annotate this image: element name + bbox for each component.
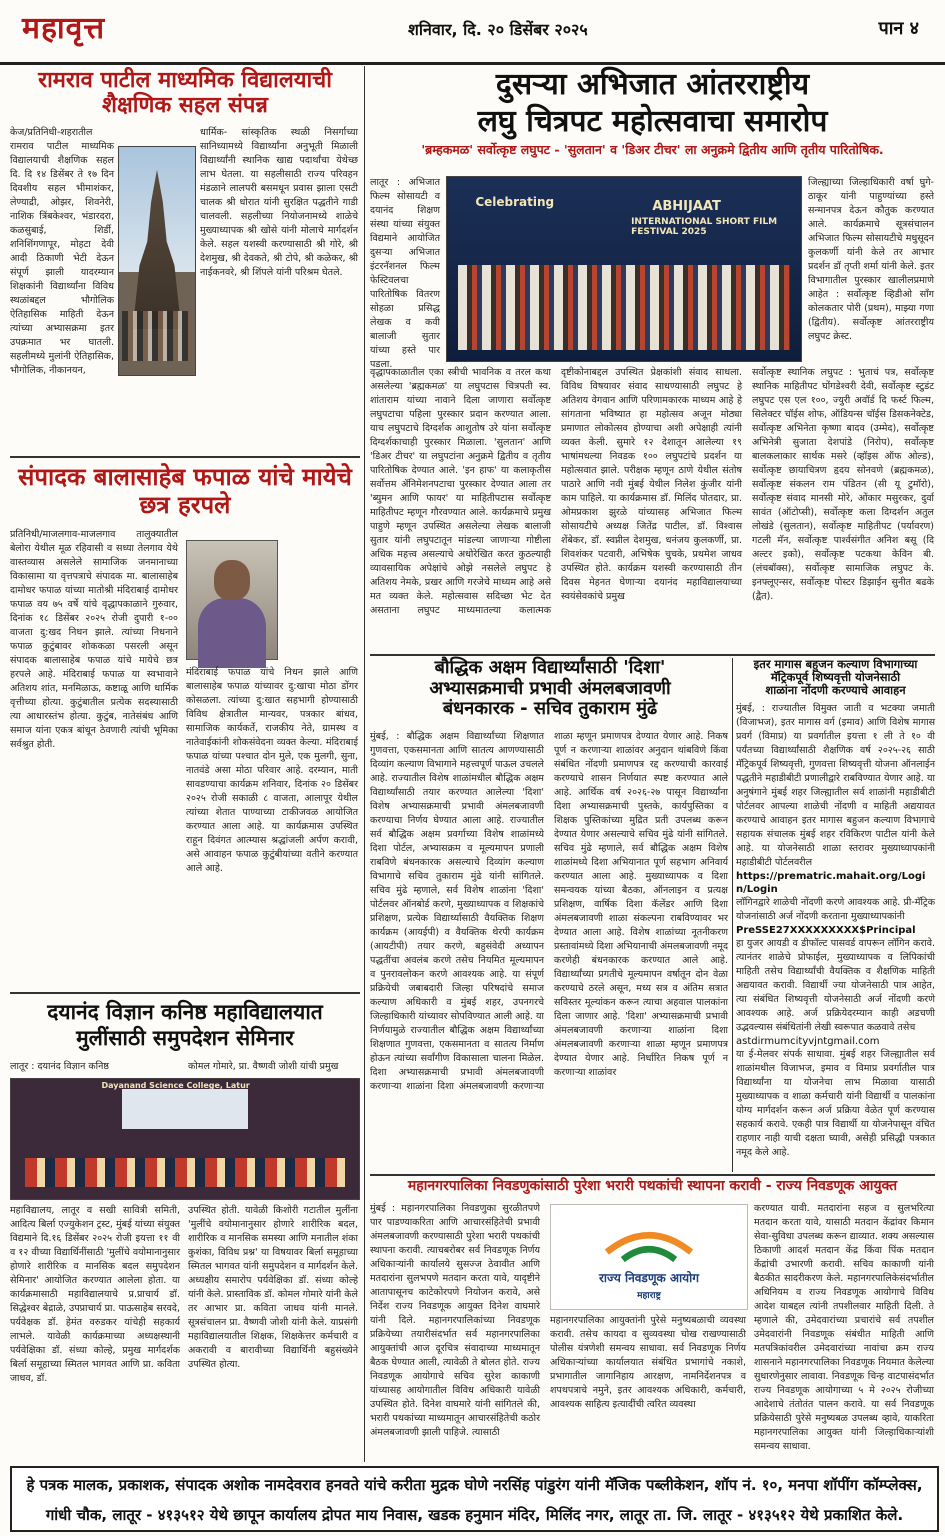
scholarship-body-3: हा युजर आयडी व डीफॉल्ट पासवर्ड वापरून लॉगिन करावे. त्यानंतर शाळेचे प्रोफाईल, मुख्याध्यापक व लिपिकांची माहिती तसेच विद्यार्थ्यांची वैयक्तिक व शैक्षणिक माहिती अद्ययावत करावी. विद्यार्थी ज्या योजनेसाठी पात्र आहेत, त्या संबंधित शिष्यवृत्ती योजनेसाठी अर्ज नोंदणी करणे आवश्यक आहे. अर्ज प्रक्रियेदरम्यान काही अडचणी उद्भवल्यास संबंधितांनी लेखी स्वरूपात कळवावे तसेच [736,937,935,1033]
imprint-footer [10,1466,939,1532]
scholarship-headline-3: शाळांना नोंदणी करण्याचे आवाहन [765,683,906,698]
scholarship-body-2: लॉगिनद्वारे शाळेची नोंदणी करणे आवश्यक आहे. प्री-मॅट्रिक योजनांसाठी अर्ज नोंदणी करताना मुख्याध्यापकांनी [736,896,935,922]
festival-article [370,66,935,652]
election-headline: महानगरपालिका निवडणुकांसाठी पुरेशा भरारी पथकांची स्थापना करावी - राज्य निवडणूक आयुक्त [407,1178,898,1194]
scholarship-body-4: या ई-मेलवर संपर्क साधावा. मुंबई शहर जिल्ह्यातील सर्व शाळांमधील विजाभज, इमाव व विमाप्र प्रवर्गातील पात्र विद्यार्थ्यांना या योजनेचा लाभ मिळावा यासाठी मुख्याध्यापक व शाळा कर्मचारी यांनी विद्यार्थी व पालकांना योग्य मार्गदर्शन करून अर्ज प्रक्रिया वेळेत पूर्ण करण्यास सहकार्य करावे. एकही पात्र विद्यार्थी या योजनेपासून वंचित राहणार नाही याची दक्षता घ्यावी, असेही प्रसिद्धी पत्रकात नमूद केले आहे. [736,1048,935,1158]
seminar-photo [10,1078,360,1200]
disha-headline-2: अभ्यासक्रमाची प्रभावी अंमलबजावणी [429,677,671,699]
scholarship-headline-1: इतर मागास बहुजन कल्याण विभागाच्या [753,657,918,671]
imprint-line-1: हे पत्रक मालक, प्रकाशक, संपादक अशोक नामदेवराव हनवते यांचे करीता मुद्रक घोणे नरसिंह पांडुरंग यांनी मॅजिक पब्लीकेशन, शॉप नं. १०, मनपा शॉपींग कॉम्प्लेक्स, [26,1476,923,1494]
festival-banner-title: ABHIJAAT [652,199,721,215]
seminar-headline-1: दयानंद विज्ञान कनिष्ठ महाविद्यालयात [47,1000,323,1024]
seminar-headline-2: मुलींसाठी समुपदेशन सेमिनार [76,1026,294,1051]
festival-headline-1: दुसऱ्या अभिजात आंतरराष्ट्रीय [495,67,810,102]
school-trip-col1: केज/प्रतिनिधी-शहरातील रामराव पाटील माध्यमिक विद्यालयाची शैक्षणिक सहल दि. दि १४ डिसेंबर ते १७ दिन दिवशीय सहल भीमाशंकर, लेण्याद्री, ओझर, शिवनेरी, नाशिक त्रिंबकेश्वर, भंडारदरा, कळसुबाई, शिर्डी, शनिशिंगणापूर, मोहटा देवी आदी ठिकाणी भेटी देऊन संपूर्ण झाली यादरम्यान शिक्षकांनी विद्यार्थ्यांना विविध स्थळांबद्दल भौगोलिक ऐतिहासिक माहिती देऊन त्यांच्या अभ्यासक्रमा इतर उपक्रमात भर घातली. सहलीमध्ये मुलांनी ऐतिहासिक, भौगोलिक, नीकानयन, [10,127,114,376]
imprint-line-2: गांधी चौक, लातूर - ४१३५१२ येथे छापून कार्यालय द्रोपत माय निवास, खडक हनुमान मंदिर, मिलिंद नगर, लातूर ता. जि. लातूर - ४१३५१२ येथे प्रकाशित केले. [45,1506,904,1524]
tricolor-arc-icon [586,1224,711,1261]
scholarship-body-1: मुंबई, : राज्यातील विमुक्त जाती व भटक्या जमाती (विजाभज), इतर मागास वर्ग (इमाव) आणि विशेष मागास प्रवर्ग (विमाप्र) या प्रवर्गातील इयत्ता १ ली ते १० वी पर्यंतच्या विद्यार्थ्यांसाठी शैक्षणिक वर्ष २०२५-२६ साठी मॅट्रिकपूर्व शिष्यवृत्ती, गुणवत्ता शिष्यवृत्ती योजना ऑनलाईन पद्धतीने महाडीबीटी प्रणालीद्वारे राबविण्यात येणार आहे. या अनुषंगाने मुंबई शहर जिल्ह्यातील सर्व शाळांनी महाडीबीटी पोर्टलवर आपल्या शाळेची नोंदणी व माहिती अद्ययावत करण्याचे आवाहन इतर मागास बहुजन कल्याण विभागाचे सहायक संचालक मुंबई शहर रविकिरण पाटील यांनी केले आहे. या योजनेसाठी शाळा स्तरावर मुख्याध्यापकांनी महाडीबीटी पोर्टलवरील [736,702,935,868]
temple-photo [118,146,196,376]
festival-awards-list: सर्वोत्कृष्ट स्थानिक लघुपट : भुताचं पत्र, सर्वोत्कृष्ट स्थानिक माहितीपट घोंगडेश्वरी देवी, सर्वोत्कृष्ट स्टुडंट लघुपट एस एल १००, ज्युरी अवॉर्ड दि फर्स्ट फिल्म, सिलेक्टर चॉईस शोफ, ऑडियन्स चॉईस डिसकनेक्टेड, सर्वोत्कृष्ट अभिनेता कृष्णा बादव (उम्मेद), सर्वोत्कृष्ट अभिनेत्री सुजाता देशपांडे (निरोप), सर्वोत्कृष्ट बालकलाकार सार्थक मसरे (व्हॉइस ऑफ ओल्ड), सर्वोत्कृष्ट छायाचित्रण हृदय सोनवणे (ब्रह्मकमळ), सर्वोत्कृष्ट संकलन राम पंडितन (सी यू टुमॉरो), सर्वोत्कृष्ट संवाद मानसी मोरे, ओंकार मसुरकर, दुर्वा सावंत (ऑटोप्सी), सर्वोत्कृष्ट कला दिग्दर्शन अतुल लोखंडे (सुलतान), सर्वोत्कृष्ट माहितीपट (पर्यावरण) गटली मॅन, सर्वोत्कृष्ट पार्श्वसंगीत अनिश बसू (दि अल्टर इको), सर्वोत्कृष्ट पटकथा केविन बी. (लंचबॉक्स), सर्वोत्कृष्ट सामाजिक लघुपट के. इनफ्लूएन्सर, सर्वोत्कृष्ट पोस्टर डिझाईन सुनीत बढके (द्वैत). [752,367,934,602]
festival-intro: लातूर : अभिजात फिल्म सोसायटी व दयानंद शिक्षण संस्था यांच्या संयुक्त विद्यमाने आयोजित दुसऱ्या अभिजात इंटरनॅशनल फिल्म फेस्टिवलचा पारितोषिक वितरण सोहळा प्रसिद्ध लेखक व कवी बालाजी सुतार यांच्या हस्ते पार पडला. [370,177,440,370]
festival-body: वृद्धापकाळातील एका स्त्रीची भावनिक व तरल कथा असलेल्या 'ब्रह्मकमळ' या लघुपटास चित्रपती स्व. शांताराम यांच्या नावाने दिला जाणारा सर्वोत्कृष्ट लघुपटाचा पहिला पुरस्कार प्रदान करण्यात आला. याच लघुपटाचे दिग्दर्शक आशुतोष उरे यांना सर्वोत्कृष्ट दिग्दर्शकाचाही पुरस्कार मिळाला. 'सुलतान' आणि 'डिअर टीचर' या लघुपटांना अनुक्रमे द्वितीय व तृतीय पारितोषिक देण्यात आले. 'इन हाफ' या कलाकृतीस सर्वोत्तम ॲनिमेशनपटाचा पुरस्कार देण्यात आला तर 'ब्युमन आणि फायर' या माहितीपटास सर्वोत्कृष्ट माहितीपट म्हणून गौरवण्यात आले. कार्यक्रमाचे प्रमुख पाहुणे म्हणून उपस्थित असलेल्या लेखक बालाजी सुतार यांनी लघुपटातून मांडल्या जाणाऱ्या गोष्टीला अधिक महत्त्व असल्याचे अधोरेखित करत कुठल्याही व्यावसायिक अपेक्षांचे ओझे नसलेले लघुपट हे अतिशय नेमके, प्रखर आणि गरजेचे माध्यम आहे असे मत व्यक्त केले. महोत्सवास सदिच्छा भेट देत असताना लघुपट माध्यमातल्या कलात्मक दृष्टीकोनाबद्दल उपस्थित प्रेक्षकांशी संवाद साधला. विविध विषयावर संवाद साधण्यासाठी लघुपट हे अतिशय वेगवान आणि परिणामकारक माध्यम आहे हे सांगताना भविष्यात हा महोत्सव अजून मोठ्या प्रमाणात लोकोत्सव होण्याचा अशी अपेक्षाही त्यांनी व्यक्त केली. सुमारे १२ देशातून आलेल्या १९ भाषांमधल्या निवडक १०० लघुपटांचे प्रदर्शन या महोत्सवात झाले. परीक्षक म्हणून ठाणे येथील संतोष पाठारे आणि नवी मुंबई येथील निलेश कुंजीर यांनी काम पाहिले. या कार्यक्रमास डॉ. मिलिंद पोतदार, प्रा. ओमप्रकाश झुरळे यांच्यासह अभिजात फिल्म सोसायटीचे अध्यक्ष जितेंद्र पाटील, डॉ. विश्वास शेंबेकर, डॉ. स्वप्नील देशमुख, धनंजय कुलकर्णी, प्रा. शिवशंकर पटवारी, अभिषेक चुचके, प्रथमेश जाधव उपस्थित होते. कार्यक्रम यशस्वी करण्यासाठी तीन दिवस मेहनत घेणाऱ्या दयानंद महाविद्यालयाच्या स्वयंसेवकांचे प्रमुख [370,367,742,616]
school-trip-col2: धार्मिक- सांस्कृतिक स्थळी निसर्गाच्या सानिध्यामध्ये विद्यार्थ्यांना अनुभूती मिळाली विद्यार्थ्यांनी स्थानिक खाद्य पदार्थांचा येथेच्छ लाभ घेतला. या सहलीसाठी राज्य परिवहन मंडळाने लालपरी बसमधून प्रवास झाला एसटी चालक श्री धोरात यांनी सुरक्षित पद्धतीने गाडी चालवली. सहलीच्या नियोजनामध्ये शाळेचे मुख्याध्यापक श्री खोसे यांनी मोलाचे मार्गदर्शन केले. सहल यशस्वी करण्यासाठी श्री गोरे, श्री देशमुख, श्री देवकते, श्री टोपे, श्री कळेकर, श्री नाईकनवरे, श्री शिंपले यांनी परिश्रम घेतले. [200,127,358,278]
newspaper-brand: महावृत्त [22,11,106,46]
festival-banner-celebrating: Celebrating [475,195,555,210]
seminar-byline-left: लातूर : दयानंद विज्ञान कनिष्ठ [10,1061,110,1072]
deceased-portrait-photo [186,540,278,660]
column-rule [732,658,733,1172]
logo-title: राज्य निवडणूक आयोग [598,1271,700,1286]
scholarship-article [736,658,935,1172]
seminar-col2: उपस्थित होती. यावेळी किशोरी गटातील मुलींना 'मुलींचे वयोमानानुसार होणारे शारीरिक बदल, शारीरिक व मानसिक समस्या आणि मनातील शंका कुशंका, विविध प्रश्न' या विषयावर बिर्ला समूहाच्या स्मितल भागवत यांनी समुपदेशन व मार्गदर्शन केले. अध्यक्षीय समारोप पर्यवेक्षिका डॉ. संध्या कोल्हे यांनी केले. प्रास्ताविक डॉ. कोमल गोमारे यांनी केले तर आभार प्रा. कविता जाधव यांनी मानले. सूत्रसंचालन प्रा. वैष्णवी जोशी यांनी केले. याप्रसंगी महाविद्यालयातील शिक्षक, शिक्षकेत्तर कर्मचारी व अकरावी व बारावीच्या विद्यार्थिनी बहुसंख्येने उपस्थित होत्या. [188,1205,358,1370]
festival-subhead: 'ब्रम्हकमळ' सर्वोत्कृष्ट लघुपट - 'सुलतान' व 'डिअर टीचर' ला अनुक्रमे द्वितीय आणि तृतीय पारितोषिक. [421,142,884,157]
masthead [0,0,945,65]
election-article [370,1178,935,1462]
obituary-col2: मंदिराबाई फपाळ यांचे निधन झाले आणि बालासाहेब फपाळ यांच्यावर दु:खाचा मोठा डोंगर कोसळला. त्यांच्या दु:खात सहभागी होण्यासाठी विविध क्षेत्रातील मान्यवर, पत्रकार बांधव, सामाजिक कार्यकर्ते, राजकीय नेते, ग्रामस्थ व नातेवाईकांनी शोकसंवेदना व्यक्त केल्या. मंदिराबाई फपाळ यांच्या पश्चात दोन मुले, एक मुलगी, सुना, नातवंडे असा मोठा परिवार आहे. दरम्यान, माती सावडण्याचा कार्यक्रम शनिवार, दिनांक २० डिसेंबर २०२५ रोजी सकाळी ८ वाजता, आलापूर येथील त्यांच्या शेतात पाण्याच्या टाकीजवळ आयोजित करण्यात आला आहे. या कार्यक्रमास उपस्थित राहून दिवंगत आत्म्यास श्रद्धांजली अर्पण करावी, असे आवाहन फपाळ कुटुंबीयांच्या वतीने करण्यात आले आहे. [186,667,358,874]
divider [370,1174,935,1176]
scholarship-headline-2: मॅट्रिकपूर्व शिष्यवृत्ती योजनेसाठी [770,670,901,685]
festival-right-intro: जिल्ह्याच्या जिल्हाधिकारी वर्षा घुगे-ठाकूर यांनी पाहुण्यांच्या हस्ते सन्मानपत्र देऊन कौतुक करण्यात आले. कार्यक्रमाचे सूत्रसंचालन अभिजात फिल्म सोसायटीचे मधुसूदन कुलकर्णी यांनी केले तर आभार प्रदर्शन डॉ तृप्ती शर्मा यांनी केले. इतर विभागातील पुरस्कार खालीलप्रमाणे आहेत : सर्वोत्कृष्ट व्हिडीओ सॉंग कोलकतार पोरी (प्रथम), माझ्या गणा (द्वितीय). सर्वोत्कृष्ट आंतरराष्ट्रीय लघुपट क्रेस्ट. [808,177,934,342]
school-trip-headline: रामराव पाटील माध्यमिक विद्यालयाची शैक्षणिक सहल संपन्न [38,68,332,119]
seminar-article [10,996,360,1462]
festival-group-photo [446,176,802,362]
festival-headline-2: लघु चित्रपट महोत्सवाचा समारोप [477,103,828,139]
election-col2: महानगरपालिका आयुक्तांनी पुरेसे मनुष्यबळाची व्यवस्था करावी. तसेच कायदा व सुव्यवस्था चोख राखण्यासाठी पोलीस यंत्रणेशी समन्वय साधावा. सर्व निवडणूक निर्णय अधिकाऱ्यांच्या कार्यालयात संबंधित प्रभागांचे नकाशे, प्रभागातील जागानिहाय आरक्षण, नामनिर्देशनपत्र व शपथपत्राचे नमुने, इतर आवश्यक अधिकारी, कर्मचारी, आवश्यक साहित्य इत्यादींची त्वरित व्यवस्था [550,1315,746,1410]
obituary-col1: प्रतिनिधी/माजलगाव-माजलगाव तालुक्यातील बेलोरा येथील मूळ रहिवासी व सध्या तेलगाव येथे वास्तव्यास असलेले सामाजिक जनमानाच्या विकासामा या वृत्तपत्राचे संपादक मा. बालासाहेब दामोधर फपाळ यांच्या मातोश्री मंदिराबाई दामोधर फपाळ वय ७५ वर्षे यांचे वृद्धापकाळाने गुरुवार, दिनांक १८ डिसेंबर २०२५ रोजी दुपारी १-०० वाजता दु:खद निधन झाले. त्यांच्या निधनाने फपाळ कुटुंबावर शोककळा पसरली असून संपादक बालासाहेब फपाळ यांचे मायेचे छत्र हरपले आहे. मंदिराबाई फपाळ या स्वभावाने अतिशय शांत, मनमिळाऊ, कष्टाळू आणि धार्मिक वृत्तीच्या होत्या. कुटुंबातील प्रत्येक सदस्यासाठी त्या आधारस्तंभ होत्या. कुटुंब, नातेसंबंध आणि समाज यांना एकत्र बांधून ठेवणारी त्यांची भूमिका सर्वश्रुत होती. [10,529,178,750]
election-commission-logo [550,1204,748,1310]
divider [10,456,360,458]
issue-date: शनिवार, दि. २० डिसेंबर २०२५ [408,20,588,39]
logo-subtitle: महाराष्ट्र [637,1291,661,1302]
disha-article [370,658,730,1172]
festival-banner-subtitle: INTERNATIONAL SHORT FILM FESTIVAL 2025 [631,217,778,238]
disha-headline-3: बंधनकारक - सचिव तुकाराम मुंढे [442,698,658,720]
scholarship-portal-link[interactable]: https://prematric.mahait.org/Login/Login [736,870,926,895]
page-number: पान ४ [878,18,919,39]
divider [370,654,935,656]
seminar-col1: महाविद्यालय, लातूर व सखी सावित्री समिती, आदित्य बिर्ला एज्युकेशन ट्रस्ट, मुंबई यांच्या संयुक्त विद्यमाने दि.१६ डिसेंबर २०२५ रोजी इयत्ता ११ वी व १२ वीच्या विद्यार्थिनींसाठी 'मुलींचे वयोमानानुसार होणारे शारीरिक व मानसिक बदल समुपदेशन सेमिनार' आयोजित करण्यात आलेला होता. या कार्यक्रमासाठी महाविद्यालयाचे प्र.प्राचार्य डॉ. सिद्धेश्वर बेद्राळे, उपप्राचार्य प्रा. पाऊसाहेब सरवदे, पर्यवेक्षक डॉ. हेमंत वरुडकर यांचेही सहकार्य लाभले. यावेळी कार्यक्रमाच्या अध्यक्षस्थानी पर्यवेक्षिका डॉ. संध्या कोल्हे, प्रमुख मार्गदर्शक बिर्ला समूहाच्या स्मितल भागवत आणि प्रा. कविता जाधव, डॉ. [10,1205,180,1384]
divider [10,992,360,994]
obituary-headline: संपादक बालासाहेब फपाळ यांचे मायेचे छत्र हरपले [18,463,352,519]
obituary-article [10,460,360,990]
seminar-byline-right: कोमल गोमारे, प्रा. वैष्णवी जोशी यांची प्रमुख [188,1061,339,1072]
scholarship-login-id: PreSSE27XXXXXXXXX$Principal [736,924,916,936]
scholarship-email[interactable]: astdirmumcityvjntgmail.com [736,1035,880,1047]
election-col3: करण्यात यावी. मतदारांना सहज व सुलभरित्या मतदान करता यावे, यासाठी मतदान केंद्रांवर किमान सेवा-सुविधा उपलब्ध करून द्याव्यात. शक्य असल्यास ठिकाणी आदर्श मतदान केंद्र किंवा पिंक मतदान केंद्रांची उभारणी करावी. सचिव काकाणी यांनी बैठकीत सादरीकरण केले. महानगरपालिकेसंदर्भातील अधिनियम व राज्य निवडणूक आयोगाचे विविध आदेश याबद्दल त्यांनी तपशीलवार माहिती दिली. ते म्हणाले की, उमेदवारांच्या प्रचारांचे सर्व तपशील उमेदवारांनी निवडणूक संबंधीत माहिती आणि मतपत्रिकांवरील उमेदवारांच्या नावांचा क्रम राज्य शासनाने महानगरपालिका निवडणूक नियमात केलेल्या सुधारणेनुसार लावावा. निवडणूक चिन्ह वाटपासंदर्भात राज्य निवडणूक आयोगाच्या ५ मे २०२५ रोजीच्या आदेशाचे तंतोतंत पालन करावे. या सर्व निवडणूक प्रक्रियेसाठी पुरेसे मनुष्यबळ उपलब्ध व्हावे, याकरिता महानगरपालिका आयुक्त यांनी जिल्हाधिकाऱ्यांशी समन्वय साधावा. [754,1203,934,1452]
seminar-banner-text: Dayanand Science College, Latur [101,1081,250,1091]
disha-body: मुंबई, : बौद्धिक अक्षम विद्यार्थ्यांच्या शिक्षणात गुणवत्ता, एकसमानता आणि सातत्य आणण्यासाठी दिव्यांग कल्याण विभागाने महत्त्वपूर्ण पाऊल उचलले आहे. राज्यातील विशेष शाळांमधील बौद्धिक अक्षम विद्यार्थ्यांसाठी तयार करण्यात आलेल्या 'दिशा' विशेष अभ्यासक्रमाची प्रभावी अंमलबजावणी करण्याचा निर्णय घेण्यात आला आहे. राज्यातील सर्व बौद्धिक अक्षम प्रवर्गाच्या विशेष शाळांमध्ये दिशा पोर्टल, अभ्यासक्रम व मूल्यमापन प्रणाली राबविणे बंधनकारक असल्याचे दिव्यांग कल्याण विभागाचे सचिव तुकाराम मुंढे यांनी सांगितले. सचिव मुंढे म्हणाले, सर्व विशेष शाळांना 'दिशा' पोर्टलवर ऑनबोर्ड करणे, मुख्याध्यापक व शिक्षकांचे प्रशिक्षण, प्रत्येक विद्यार्थ्यासाठी वैयक्तिक शिक्षण कार्यक्रम (आयईपी) व वैयक्तिक थेरपी कार्यक्रम (आयटीपी) तयार करणे, बहुसंवेदी अध्यापन पद्धतींचा अवलंब करणे तसेच नियमित मूल्यमापन व पुनरावलोकन करणे आवश्यक आहे. या संपूर्ण प्रक्रियेची जबाबदारी जिल्हा परिषदांचे समाज कल्याण अधिकारी व मुंबई शहर, उपनगरचे जिल्हाधिकारी यांच्यावर सोपविण्यात आली आहे. या निर्णयामुळे राज्यातील बौद्धिक अक्षम विद्यार्थ्यांच्या शिक्षणात गुणवत्ता, एकसमानता व सातत्य निर्माण होऊन त्यांच्या सर्वांगीण विकासाला चालना मिळेल. दिशा अभ्यासक्रमाची प्रभावी अंमलबजावणी करणाऱ्या शाळांना दिशा अंमलबजावणी करणाऱ्या शाळा म्हणून प्रमाणपत्र देण्यात येणार आहे. निकष पूर्ण न करणाऱ्या शाळांवर अनुदान थांबविणे किंवा संबंधित नोंदणी प्रमाणपत्र रद्द करण्याची कारवाई करण्याचे शासन निर्णयात स्पष्ट करण्यात आले आहे. आर्थिक वर्ष २०२६-२७ पासून विद्यार्थ्यांना दिशा अभ्यासक्रमाची पुस्तके, कार्यपुस्तिका व शिक्षक पुस्तिकांच्या मुद्रित प्रती उपलब्ध करून देण्यात येणार असल्याचे सचिव मुंढे यांनी सांगितले. सचिव मुंढे म्हणाले, सर्व बौद्धिक अक्षम विशेष शाळांमध्ये दिशा अभियानात पूर्ण सहभाग अनिवार्य करण्यात आला आहे. मुख्याध्यापक व दिशा समन्वयक यांच्या बैठका, ऑनलाइन व प्रत्यक्ष प्रशिक्षण, वार्षिक दिशा कॅलेंडर आणि दिशा अंमलबजावणी शाळा संकल्पना राबविण्यावर भर देण्यात आला आहे. विशेष शाळांच्या नूतनीकरण प्रस्तावांमध्ये दिशा अभियानाची अंमलबजावणी नमूद करणेही बंधनकारक करण्यात आले आहे. विद्यार्थ्यांच्या प्रगतीचे मूल्यमापन वर्षातून दोन वेळा करण्याचे ठरले असून, मध्य सत्र व अंतिम सत्रात सविस्तर मूल्यांकन करून त्याचा अहवाल पालकांना दिला जाणार आहे. 'दिशा' अभ्यासक्रमाची प्रभावी अंमलबजावणी करणाऱ्या शाळांना दिशा अंमलबजावणी करणाऱ्या शाळा म्हणून प्रमाणपत्र देण्यात येणार आहे. निर्धारित निकष पूर्ण न करणाऱ्या शाळांवर [370,731,728,1092]
column-rule [364,66,365,1462]
school-trip-article [10,66,360,454]
disha-headline-1: बौद्धिक अक्षम विद्यार्थ्यांसाठी 'दिशा' [434,657,666,678]
election-col1: मुंबई : महानगरपालिका निवडणुका सुरळीतपणे पार पाडण्याकरिता आणि आचारसंहितेची प्रभावी अंमलबजावणी करण्यासाठी पुरेशा भरारी पथकांची स्थापना करावी. त्याचबरोबर सर्व निवडणूक निर्णय अधिकाऱ्यांनी कार्यालये सुसज्ज ठेवावीत आणि मतदारांना सुलभपणे मतदान करता यावे, यादृष्टीने आतापासूनच काटेकोरपणे नियोजन करावे, असे निर्देश राज्य निवडणूक आयुक्त दिनेश वाघमारे यांनी दिले. महानगरपालिकांच्या निवडणूक प्रक्रियेच्या तयारीसंदर्भात सर्व महानगरपालिका आयुक्तांची आज दूरचित्र संवादाच्या माध्यमातून बैठक घेण्यात आली, त्यावेळी ते बोलत होते. राज्य निवडणूक आयोगाचे सचिव सुरेश काकाणी यांच्यासह आयोगातील विविध अधिकारी यावेळी उपस्थित होते. दिनेश वाघमारे यांनी सांगितले की, भरारी पथकांच्या माध्यमातून आचारसंहितेची कठोर अंमलबजावणी झाली पाहिजे. त्यासाठी [370,1203,540,1438]
